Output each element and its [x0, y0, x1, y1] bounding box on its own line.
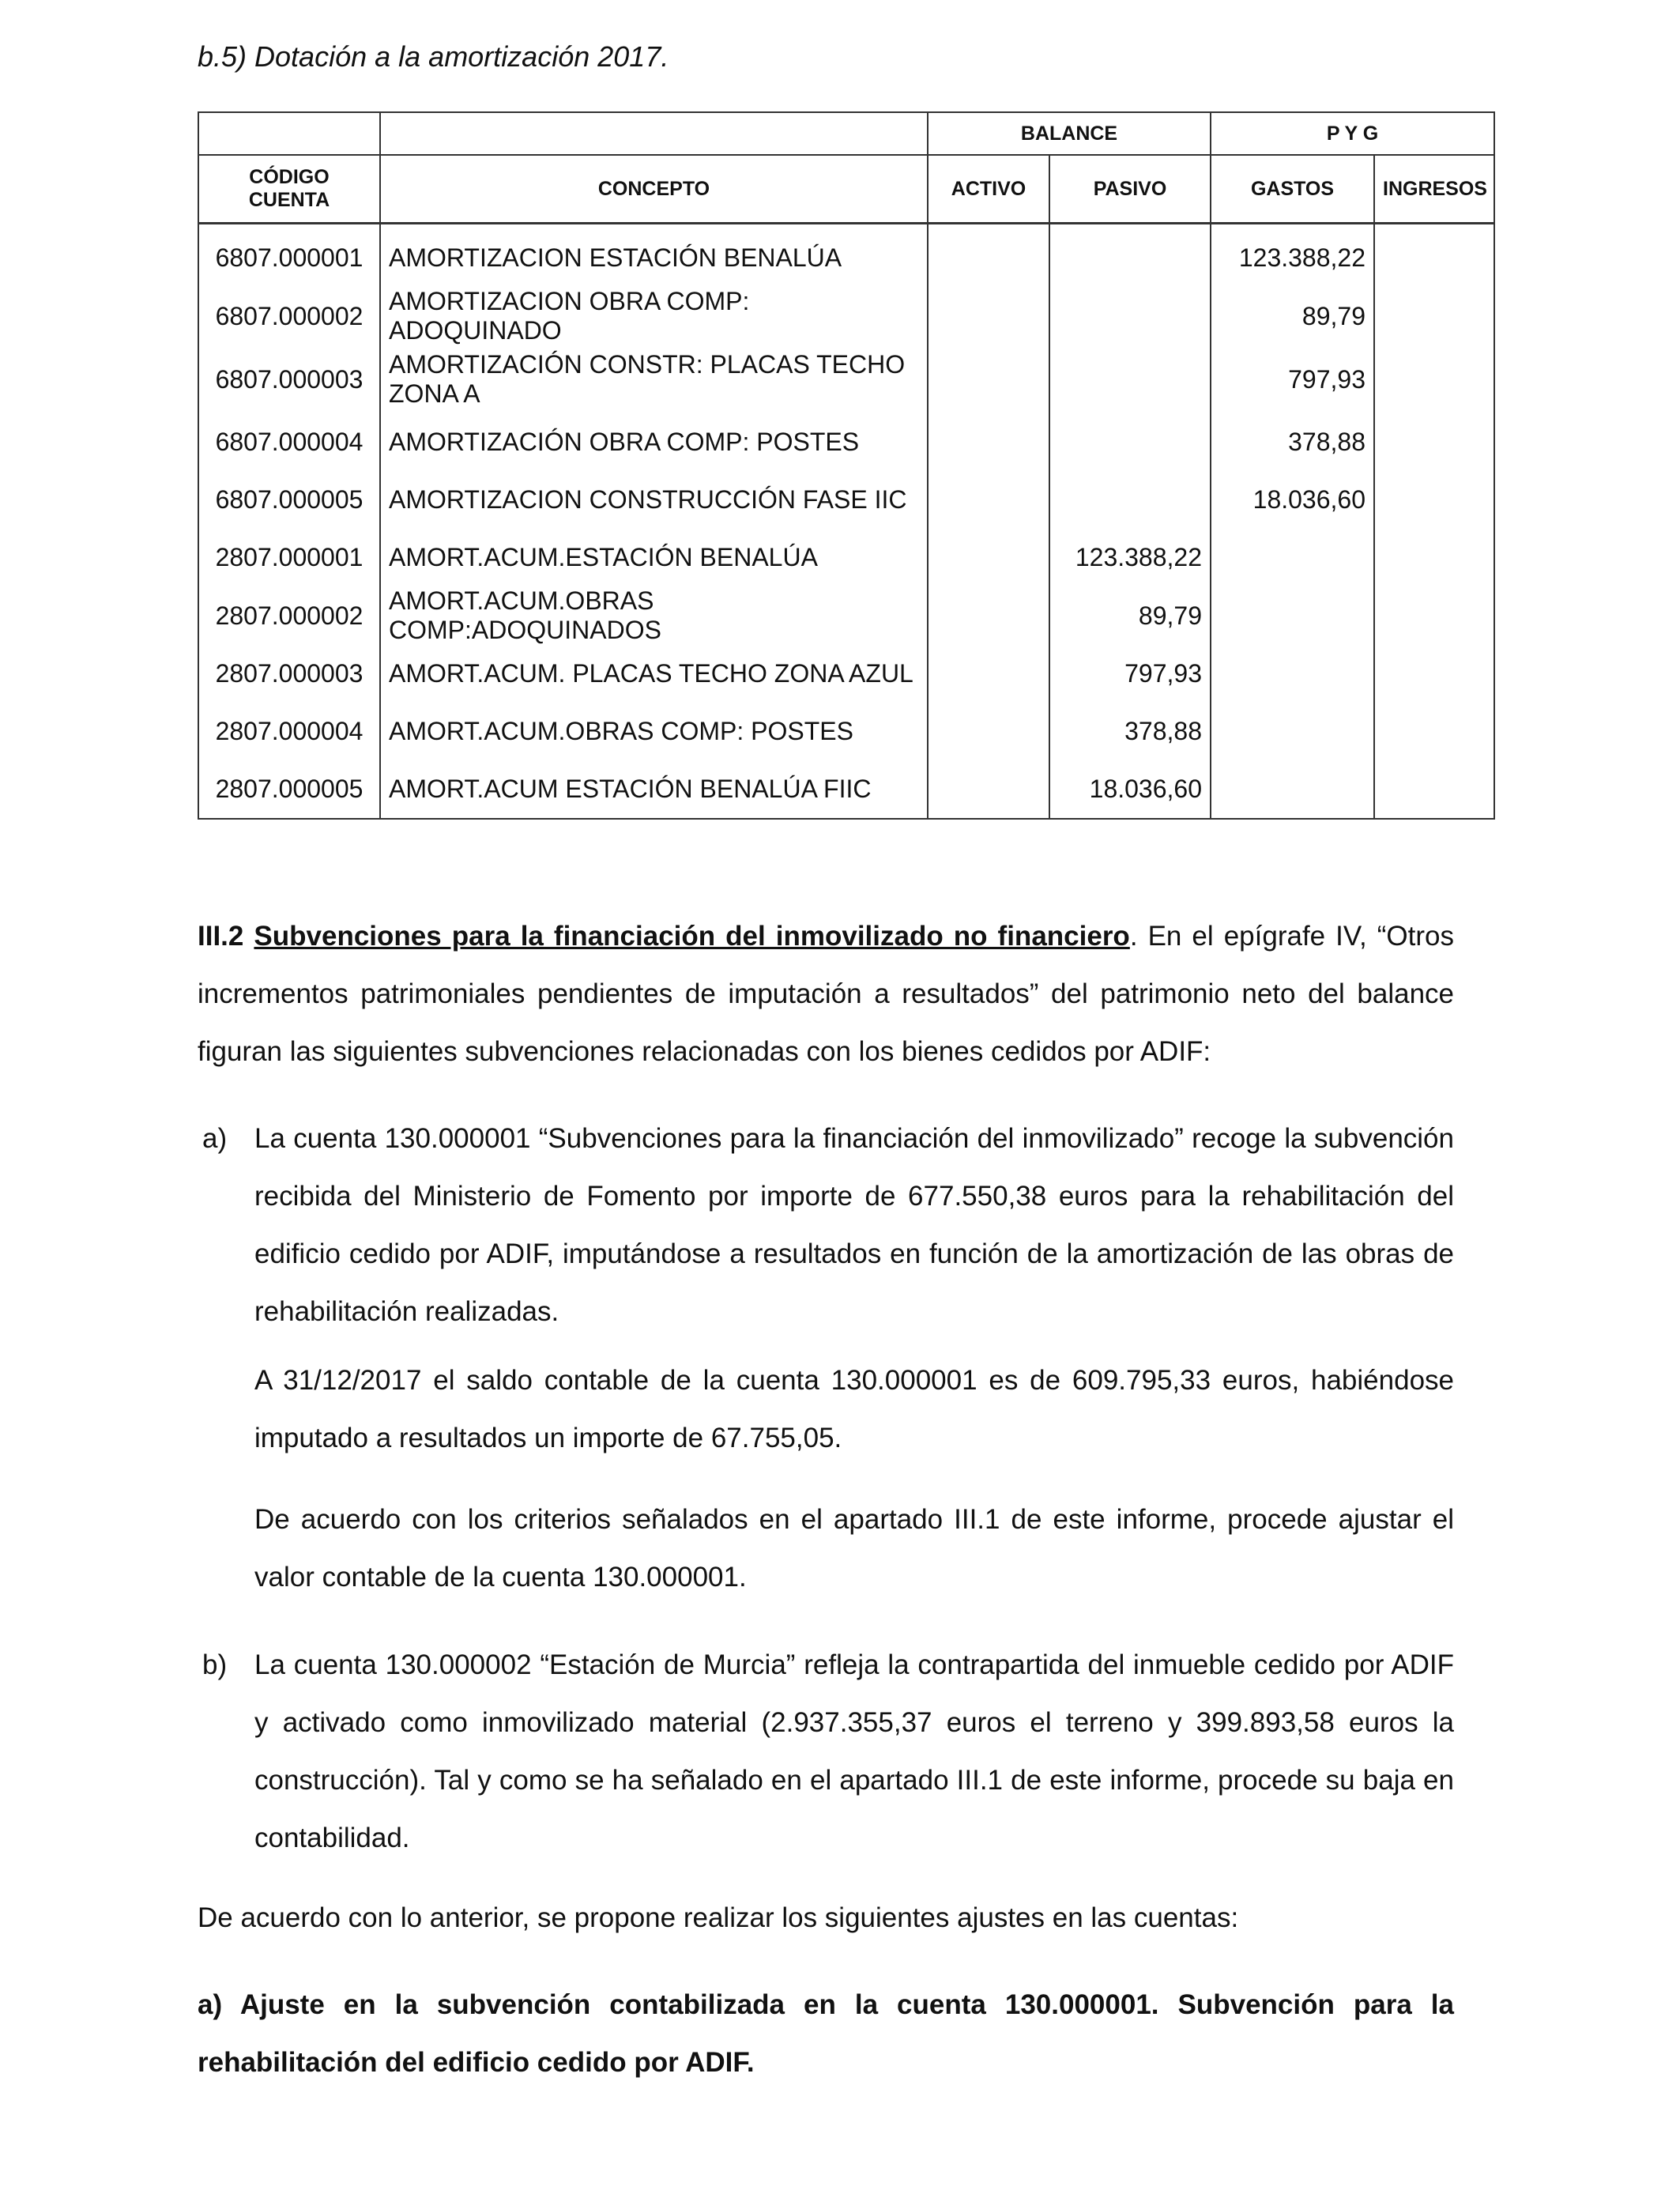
- cell-code: 2807.000004: [198, 703, 380, 760]
- table-row: [198, 287, 1494, 345]
- cell-gastos: [1211, 586, 1374, 645]
- cell-ingresos: [1374, 224, 1494, 288]
- cell-gastos: 18.036,60: [1211, 471, 1374, 529]
- final-heading: a) Ajuste en la subvención contabilizada en la cuenta 130.000001. Subvención para la rehabilitación del edificio cedido por ADIF.: [198, 1989, 1454, 2078]
- column-header-gastos: GASTOS: [1211, 155, 1374, 224]
- cell-ingresos: [1374, 645, 1494, 703]
- cell-concept: AMORT.ACUM.OBRAS COMP: POSTES: [380, 703, 928, 760]
- section-iii2-paragraph: [198, 907, 1454, 1080]
- cell-pasivo: [1049, 471, 1211, 529]
- amortization-table: [198, 111, 1495, 820]
- cell-code: 6807.000001: [198, 224, 380, 288]
- list-marker: b): [202, 1649, 228, 1680]
- list-paragraph: La cuenta 130.000001 “Subvenciones para la financiación del inmovilizado” recoge la subvención recibida del Ministerio de Fomento por importe de 677.550,38 euros para la rehabilitación del edificio cedido por ADIF, imputándose a resultados en función de la amortización de las obras de rehabilitación realizadas.: [254, 1123, 1454, 1327]
- cell-code: 6807.000005: [198, 471, 380, 529]
- table-body: [198, 224, 1494, 820]
- pyg-group-header: P Y G: [1211, 112, 1494, 155]
- section-intro: . En el epígrafe IV, “Otros incrementos patrimoniales pendientes de imputación a resultados” del patrimonio neto del balance figuran las siguientes subvenciones relacionadas con los bienes cedidos por ADIF:: [198, 921, 1454, 1067]
- cell-concept: AMORT.ACUM.OBRAS COMP:ADOQUINADOS: [380, 586, 928, 645]
- cell-ingresos: [1374, 760, 1494, 819]
- table-row: [198, 413, 1494, 471]
- cell-pasivo: 123.388,22: [1049, 529, 1211, 586]
- list-paragraph: La cuenta 130.000002 “Estación de Murcia” refleja la contrapartida del inmueble cedido por ADIF y activado como inmovilizado material (2.937.355,37 euros el terreno y 399.893,58 euros la construcción). Tal y como se ha señalado en el apartado III.1 de este informe, procede su baja en contabilidad.: [254, 1649, 1454, 1853]
- cell-gastos: 378,88: [1211, 413, 1374, 471]
- table-row: [198, 645, 1494, 703]
- section-number: III.2: [198, 921, 244, 952]
- table-row: [198, 586, 1494, 645]
- table-column-header-row: [198, 155, 1494, 224]
- cell-code: 2807.000003: [198, 645, 380, 703]
- cell-gastos: [1211, 703, 1374, 760]
- cell-pasivo: 797,93: [1049, 645, 1211, 703]
- cell-gastos: [1211, 760, 1374, 819]
- cell-concept: AMORT.ACUM. PLACAS TECHO ZONA AZUL: [380, 645, 928, 703]
- cell-activo: [928, 760, 1049, 819]
- table-group-header-row: [198, 112, 1494, 155]
- cell-concept: AMORTIZACIÓN OBRA COMP: POSTES: [380, 413, 928, 471]
- list-marker: a): [202, 1123, 228, 1154]
- cell-pasivo: [1049, 345, 1211, 413]
- balance-group-header: BALANCE: [928, 112, 1211, 155]
- cell-ingresos: [1374, 471, 1494, 529]
- cell-code: 2807.000002: [198, 586, 380, 645]
- cell-pasivo: 89,79: [1049, 586, 1211, 645]
- cell-gastos: [1211, 529, 1374, 586]
- table-row: [198, 471, 1494, 529]
- cell-activo: [928, 529, 1049, 586]
- cell-gastos: 123.388,22: [1211, 224, 1374, 288]
- cell-ingresos: [1374, 287, 1494, 345]
- cell-concept: AMORTIZACION OBRA COMP: ADOQUINADO: [380, 287, 928, 345]
- cell-gastos: [1211, 645, 1374, 703]
- cell-code: 2807.000005: [198, 760, 380, 819]
- cell-pasivo: [1049, 413, 1211, 471]
- cell-gastos: 89,79: [1211, 287, 1374, 345]
- cell-code: 6807.000002: [198, 287, 380, 345]
- table-row: [198, 529, 1494, 586]
- cell-code: 6807.000003: [198, 345, 380, 413]
- cell-code: 6807.000004: [198, 413, 380, 471]
- cell-ingresos: [1374, 586, 1494, 645]
- cell-code: 2807.000001: [198, 529, 380, 586]
- cell-pasivo: 378,88: [1049, 703, 1211, 760]
- column-header-concept: CONCEPTO: [380, 155, 928, 224]
- cell-pasivo: 18.036,60: [1049, 760, 1211, 819]
- empty-header-cell: [198, 112, 380, 155]
- list-paragraph: De acuerdo con los criterios señalados en el apartado III.1 de este informe, procede ajustar el valor contable de la cuenta 130.000001.: [254, 1504, 1454, 1593]
- section-title: Subvenciones para la financiación del inmovilizado no financiero: [254, 921, 1130, 952]
- column-header-pasivo: PASIVO: [1049, 155, 1211, 224]
- cell-concept: AMORTIZACIÓN CONSTR: PLACAS TECHO ZONA A: [380, 345, 928, 413]
- cell-ingresos: [1374, 413, 1494, 471]
- closing-paragraph: De acuerdo con lo anterior, se propone realizar los siguientes ajustes en las cuentas:: [198, 1902, 1239, 1933]
- cell-activo: [928, 586, 1049, 645]
- column-header-code: CÓDIGO CUENTA: [198, 155, 380, 224]
- cell-activo: [928, 345, 1049, 413]
- section-heading-b5: b.5) Dotación a la amortización 2017.: [198, 40, 669, 73]
- empty-header-cell: [380, 112, 928, 155]
- column-header-activo: ACTIVO: [928, 155, 1049, 224]
- table-row: [198, 760, 1494, 819]
- column-header-ingresos: INGRESOS: [1374, 155, 1494, 224]
- cell-ingresos: [1374, 703, 1494, 760]
- cell-activo: [928, 413, 1049, 471]
- cell-ingresos: [1374, 529, 1494, 586]
- cell-activo: [928, 703, 1049, 760]
- cell-pasivo: [1049, 287, 1211, 345]
- table-row: [198, 224, 1494, 288]
- cell-concept: AMORTIZACION ESTACIÓN BENALÚA: [380, 224, 928, 288]
- cell-concept: AMORT.ACUM ESTACIÓN BENALÚA FIIC: [380, 760, 928, 819]
- cell-activo: [928, 645, 1049, 703]
- table-row: [198, 345, 1494, 413]
- cell-activo: [928, 224, 1049, 288]
- cell-pasivo: [1049, 224, 1211, 288]
- cell-activo: [928, 287, 1049, 345]
- table-row: [198, 703, 1494, 760]
- list-paragraph: A 31/12/2017 el saldo contable de la cuenta 130.000001 es de 609.795,33 euros, habiéndose imputado a resultados un importe de 67.755,05.: [254, 1365, 1454, 1453]
- cell-activo: [928, 471, 1049, 529]
- cell-concept: AMORTIZACION CONSTRUCCIÓN FASE IIC: [380, 471, 928, 529]
- cell-ingresos: [1374, 345, 1494, 413]
- cell-concept: AMORT.ACUM.ESTACIÓN BENALÚA: [380, 529, 928, 586]
- cell-gastos: 797,93: [1211, 345, 1374, 413]
